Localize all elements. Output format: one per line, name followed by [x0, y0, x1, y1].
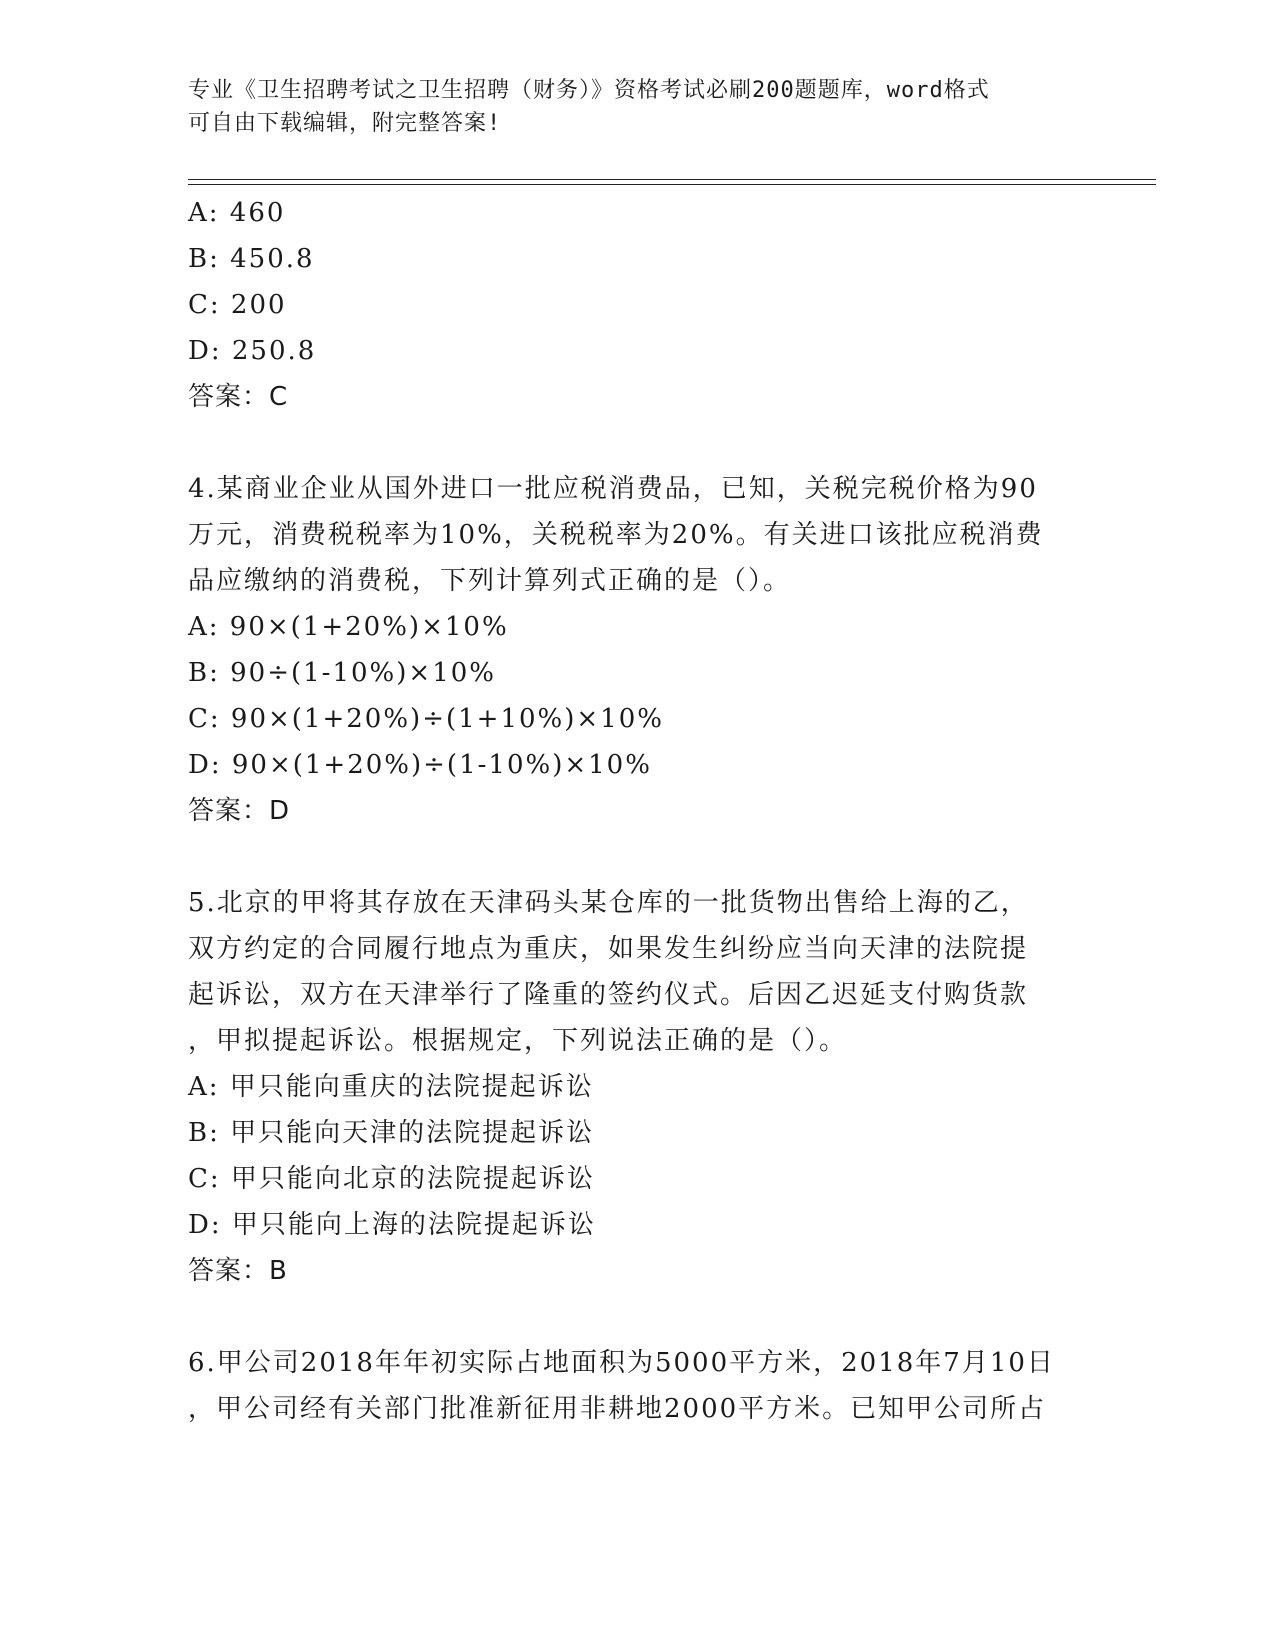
header-title-line-1: 专业《卫生招聘考试之卫生招聘（财务）》资格考试必刷200题题库，word格式 — [188, 78, 990, 103]
answer-line: 答案：B — [188, 1256, 288, 1286]
header-divider-bottom — [188, 184, 1156, 185]
option-b: B: 450.8 — [188, 244, 315, 274]
question-6 — [188, 1340, 1088, 1432]
document-header — [188, 74, 1088, 140]
option-a: A: 甲只能向重庆的法院提起诉讼 — [188, 1072, 594, 1102]
spacer — [188, 1294, 1088, 1340]
answer-line: 答案：C — [188, 382, 289, 412]
question-stem-line: ，甲公司经有关部门批准新征用非耕地2000平方米。已知甲公司所占 — [188, 1394, 1047, 1424]
question-stem-line: 万元，消费税税率为10%，关税税率为20%。有关进口该批应税消费 — [188, 520, 1044, 550]
question-stem-line: 6.甲公司2018年年初实际占地面积为5000平方米，2018年7月10日 — [188, 1348, 1055, 1378]
question-stem-line: 起诉讼，双方在天津举行了隆重的签约仪式。后因乙迟延支付购货款 — [188, 980, 1029, 1010]
question-list — [188, 190, 1088, 1432]
option-c: C: 90×(1+20%)÷(1+10%)×10% — [188, 704, 664, 734]
header-divider-top — [188, 179, 1156, 180]
option-d: D: 甲只能向上海的法院提起诉讼 — [188, 1210, 596, 1240]
spacer — [188, 420, 1088, 466]
option-b: B: 90÷(1-10%)×10% — [188, 658, 496, 688]
question-stem-line: 品应缴纳的消费税，下列计算列式正确的是（）。 — [188, 566, 792, 596]
header-title-line-2: 可自由下载编辑，附完整答案! — [188, 111, 502, 136]
spacer — [188, 834, 1088, 880]
question-stem-line: 双方约定的合同履行地点为重庆，如果发生纠纷应当向天津的法院提 — [188, 934, 1029, 964]
question-3 — [188, 190, 1088, 420]
option-d: D: 90×(1+20%)÷(1-10%)×10% — [188, 750, 652, 780]
option-d: D: 250.8 — [188, 336, 317, 366]
question-stem-line: 4.某商业企业从国外进口一批应税消费品，已知，关税完税价格为90 — [188, 474, 1038, 504]
question-4 — [188, 466, 1088, 834]
option-a: A: 90×(1+20%)×10% — [188, 612, 509, 642]
question-stem-line: ，甲拟提起诉讼。根据规定，下列说法正确的是（）。 — [188, 1026, 848, 1056]
question-5 — [188, 880, 1088, 1294]
option-a: A: 460 — [188, 198, 286, 228]
option-c: C: 200 — [188, 290, 287, 320]
option-c: C: 甲只能向北京的法院提起诉讼 — [188, 1164, 595, 1194]
question-stem-line: 5.北京的甲将其存放在天津码头某仓库的一批货物出售给上海的乙， — [188, 888, 1029, 918]
option-b: B: 甲只能向天津的法院提起诉讼 — [188, 1118, 595, 1148]
answer-line: 答案：D — [188, 796, 291, 826]
